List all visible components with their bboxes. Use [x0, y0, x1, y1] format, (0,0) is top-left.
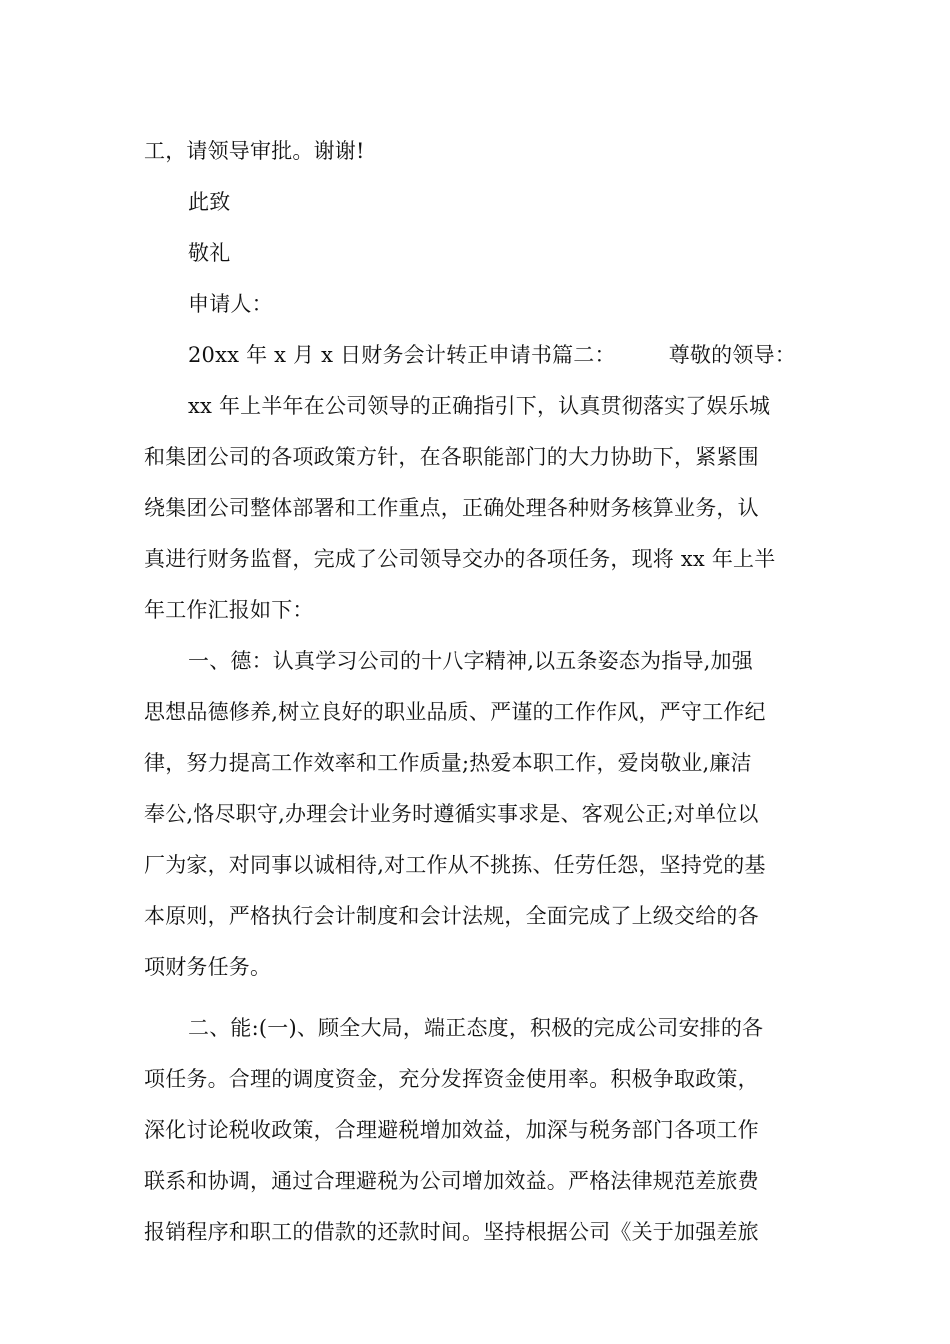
paragraph-line: 思想品德修养,树立良好的职业品质、严谨的工作作风，严守工作纪 — [144, 700, 766, 724]
paragraph-line: xx 年上半年在公司领导的正确指引下，认真贯彻落实了娱乐城 — [188, 394, 771, 418]
paragraph-line: 本原则，严格执行会计制度和会计法规，全面完成了上级交给的各 — [144, 904, 759, 928]
paragraph-gap — [144, 993, 814, 1003]
paragraph-line: 厂为家，对同事以诚相待,对工作从不挑拣、任劳任怨，坚持党的基 — [144, 853, 766, 877]
paragraph-line: 和集团公司的各项政策方针，在各职能部门的大力协助下，紧紧围 — [144, 445, 759, 469]
paragraph-line: 深化讨论税收政策，合理避税增加效益，加深与税务部门各项工作 — [144, 1118, 759, 1142]
paragraph-line: 一、德：认真学习公司的十八字精神,以五条姿态为指导,加强 — [188, 649, 753, 673]
paragraph-line: 报销程序和职工的借款的还款时间。坚持根据公司《关于加强差旅 — [144, 1220, 759, 1244]
paragraph-line: 年工作汇报如下： — [144, 598, 314, 622]
paragraph-line: 二、能:(一)、顾全大局，端正态度，积极的完成公司安排的各 — [188, 1016, 764, 1040]
paragraph-line: 项任务。合理的调度资金，充分发挥资金使用率。积极争取政策， — [144, 1067, 759, 1091]
paragraph-line: 奉公,恪尽职守,办理会计业务时遵循实事求是、客观公正;对单位以 — [144, 802, 759, 826]
applicant-label: 申请人： — [188, 292, 273, 316]
closing-salutation: 此致 — [188, 190, 231, 214]
date-and-section-title: 20xx 年 x 月 x 日财务会计转正申请书篇二： 尊敬的领导： — [188, 343, 796, 367]
paragraph-line: 项财务任务。 — [144, 955, 272, 979]
paragraph-line: 律，努力提高工作效率和工作质量;热爱本职工作，爱岗敬业,廉洁 — [144, 751, 752, 775]
closing-regards: 敬礼 — [188, 241, 231, 265]
paragraph-line: 真进行财务监督，完成了公司领导交办的各项任务，现将 xx 年上半 — [144, 547, 776, 571]
paragraph-line: 工，请领导审批。谢谢! — [144, 139, 365, 163]
paragraph-line: 绕集团公司整体部署和工作重点，正确处理各种财务核算业务，认 — [144, 496, 759, 520]
document-body — [144, 126, 814, 1258]
paragraph-line: 联系和协调，通过合理避税为公司增加效益。严格法律规范差旅费 — [144, 1169, 759, 1193]
